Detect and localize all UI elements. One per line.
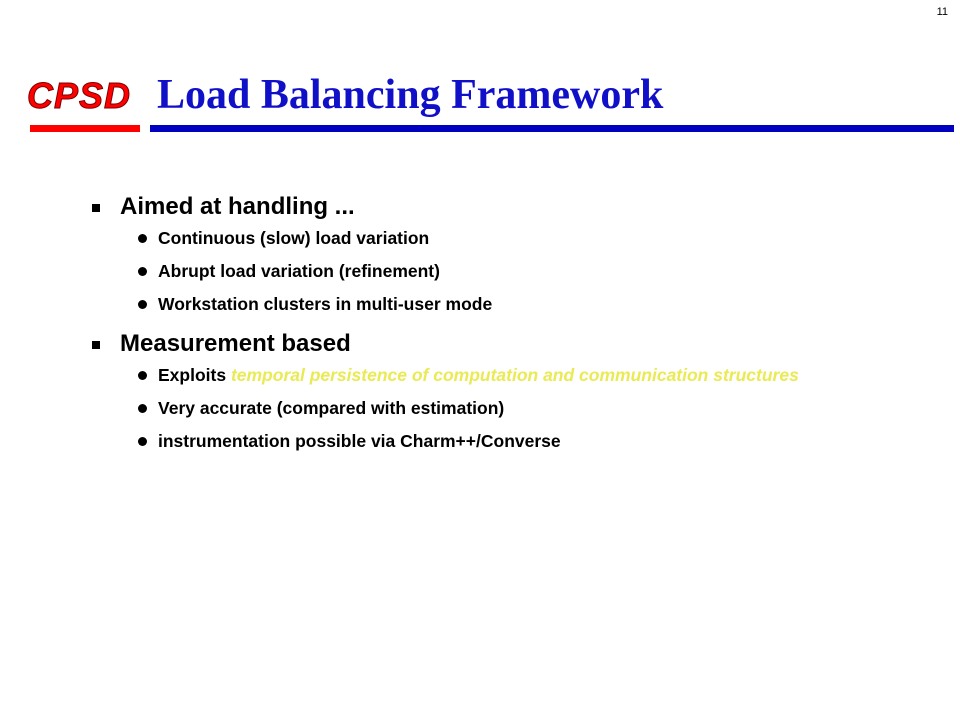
sub-bullet [92,431,918,452]
sub-bullet [92,261,918,282]
round-bullet-icon [138,371,147,380]
sub-bullet-text: Workstation clusters in multi-user mode [158,294,493,314]
round-bullet-icon [138,234,147,243]
bullet-aimed-at-handling [92,192,932,222]
sub-bullet-list [92,365,932,452]
bullet-text: Aimed at handling ... [120,193,355,220]
sub-bullet-list [92,228,932,315]
round-bullet-icon [138,437,147,446]
bullet-text: Measurement based [120,330,351,357]
slide-title: Load Balancing Framework [157,72,664,118]
round-bullet-icon [138,404,147,413]
sub-bullet-text: instrumentation possible via Charm++/Converse [158,431,561,451]
bullet-measurement-based [92,329,932,359]
round-bullet-icon [138,300,147,309]
page-number: 11 [936,6,948,18]
sub-bullet [92,294,918,315]
highlighted-text: temporal persistence of computation and communication structures [230,365,799,385]
sub-bullet-text: Abrupt load variation (refinement) [158,261,440,281]
title-rule [150,125,954,132]
sub-bullet-text: Continuous (slow) load variation [158,228,430,248]
sub-bullet [92,228,918,249]
round-bullet-icon [138,267,147,276]
sub-bullet-text: Exploits [158,365,231,385]
sub-bullet [92,398,918,419]
sub-bullet [92,365,918,386]
cpsd-logo: CPSD [27,75,132,116]
slide-content [92,192,932,466]
sub-bullet-text: Very accurate (compared with estimation) [158,398,505,418]
square-bullet-icon [92,341,100,349]
logo-underline [30,125,140,132]
square-bullet-icon [92,204,100,212]
